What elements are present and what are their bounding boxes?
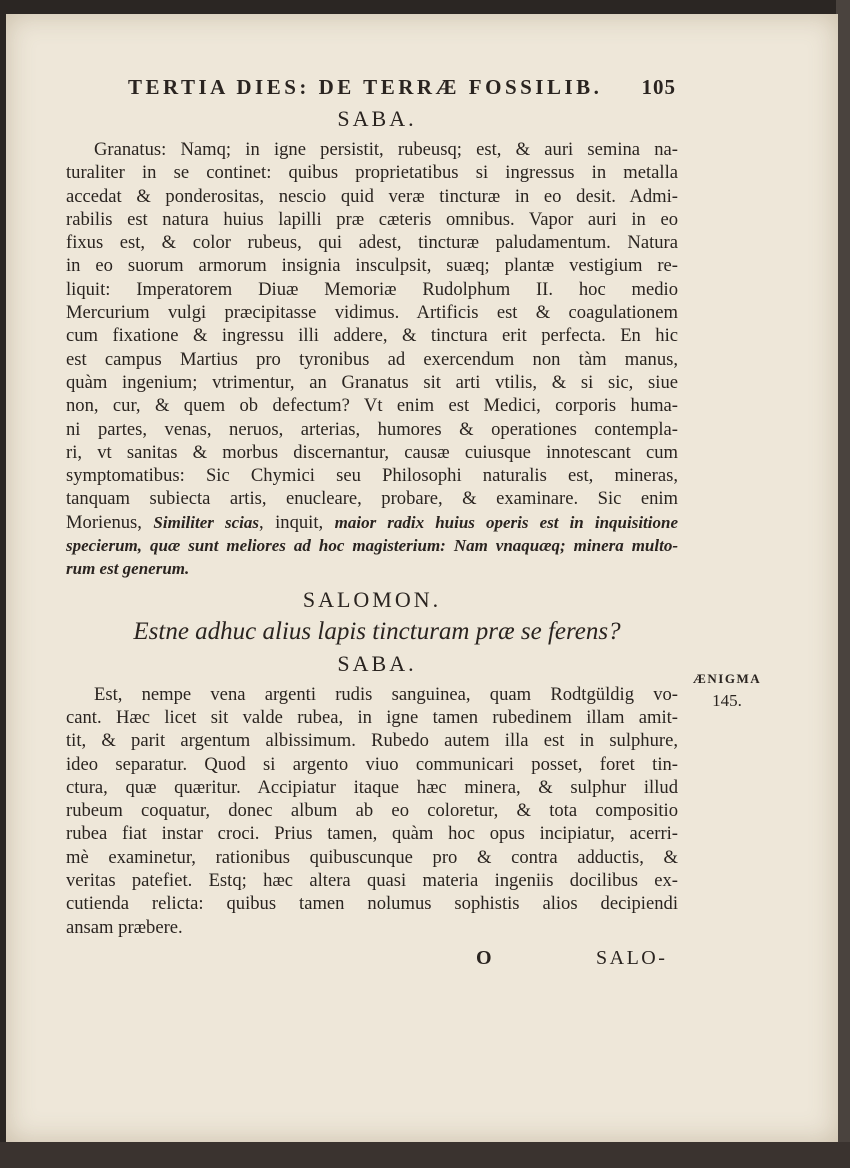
- binding-edge: [836, 0, 850, 1168]
- text-line: cant. Hæc licet sit valde rubea, in igne tamen rubedinem illam amit-: [66, 706, 678, 728]
- speaker-heading-salomon: SALOMON.: [302, 586, 442, 612]
- text-line: mè examinetur, rationibus quibuscunque pro & contra adductis, &: [66, 846, 678, 868]
- question-line: Estne adhuc alius lapis tincturam præ se ferens?: [133, 617, 621, 645]
- signature-mark: O: [476, 946, 492, 969]
- text-line: veritas patefiet. Estq; hæc altera quasi materia ingeniis docilibus ex-: [66, 870, 678, 892]
- text-line: specierum, quæ sunt meliores ad hoc magisterium: Nam vnaquæq; minera multo-: [66, 536, 678, 556]
- text-line: cum fixatione & ingressu illi addere, & tinctura erit perfecta. En hic: [66, 325, 678, 347]
- text-line: ctura, quæ quæritur. Accipiatur itaque hæc minera, & sulphur illud: [66, 776, 678, 798]
- text-line: Est, nempe vena argenti rudis sanguinea, quam Rodtgüldig vo-: [94, 683, 678, 705]
- catchword: SALO-: [596, 946, 668, 969]
- text-line: fixus est, & color rubeus, qui adest, tincturæ paludamentum. Natura: [66, 232, 678, 254]
- text-line: ni partes, venas, neruos, arterias, humores & operationes contempla-: [66, 418, 678, 440]
- text-line: in eo suorum armorum insignia insculpsit, suæq; plantæ vestigium re-: [66, 255, 678, 277]
- running-head-title: TERTIA DIES: DE TERRÆ FOSSILIB.: [128, 75, 603, 99]
- text-line: Granatus: Namq; in igne persistit, rubeusq; est, & auri semina na-: [94, 139, 678, 160]
- speaker-heading-saba-2: SABA.: [337, 650, 417, 676]
- text-line: tanquam subiecta artis, enucleare, probare, & examinare. Sic enim: [66, 488, 678, 510]
- paragraph-granatus: [66, 138, 678, 581]
- running-head: [66, 70, 678, 104]
- text-line: turaliter in se continet: quibus proprietatibus si ingressus in metalla: [66, 162, 678, 184]
- text-line: quàm ingenium; vtrimentur, an Granatus sit arti vtilis, & si sic, siue: [66, 371, 678, 393]
- text-block: [66, 70, 678, 973]
- text-line: rubeum coquatur, donec album ab eo coloretur, & tota compositio: [66, 800, 678, 822]
- text-line: ri, vt sanitas & morbus discernantur, causæ cuiusque innotescant cum: [66, 441, 678, 463]
- text-line: liquit: Imperatorem Diuæ Memoriæ Rudolphum II. hoc medio: [66, 278, 678, 300]
- text-line: non, cur, & quem ob defectum? Vt enim est Medici, corporis huma-: [66, 395, 678, 417]
- text-line: rum est generum.: [66, 559, 190, 579]
- text-line: cutienda relicta: quibus tamen nolumus sophistis alios decipiendi: [66, 893, 678, 915]
- text-line: ansam præbere.: [66, 916, 183, 938]
- text-line: symptomatibus: Sic Chymici seu Philosophi naturalis est, mineras,: [66, 465, 678, 487]
- text-line: est campus Martius pro tyronibus ad exercendum non tàm manus,: [66, 348, 678, 370]
- margin-note: [682, 669, 772, 713]
- text-line: rubea fiat instar croci. Prius tamen, quàm hoc opus incipiatur, acerri-: [66, 823, 678, 845]
- text-line: ideo separatur. Quod si argento viuo communicari posset, foret tin-: [66, 753, 678, 775]
- margin-note-number: 145.: [712, 691, 742, 710]
- text-line: Morienus, Similiter scias, inquit, maior radix huius operis est in inquisitione: [66, 511, 678, 533]
- margin-note-label: ÆNIGMA: [692, 671, 762, 686]
- speaker-heading-saba: SABA.: [337, 106, 417, 131]
- page-footer: [66, 943, 678, 973]
- text-line: accedat & ponderositas, nescio quid veræ tincturæ in eo desit. Admi-: [66, 185, 678, 207]
- book-page: [6, 14, 838, 1142]
- text-line: rabilis est natura huius lapilli præ cæteris omnibus. Vapor auri in eo: [66, 208, 678, 230]
- page-number: 105: [641, 75, 676, 99]
- scan-background-strip: [0, 1142, 850, 1168]
- text-line: tit, & parit argentum albissimum. Rubedo autem illa est in sulphure,: [66, 730, 678, 752]
- text-line: Mercurium vulgi præcipitasse vidimus. Artificis est & coagulationem: [66, 302, 678, 324]
- paragraph-vena-argenti: [66, 683, 678, 939]
